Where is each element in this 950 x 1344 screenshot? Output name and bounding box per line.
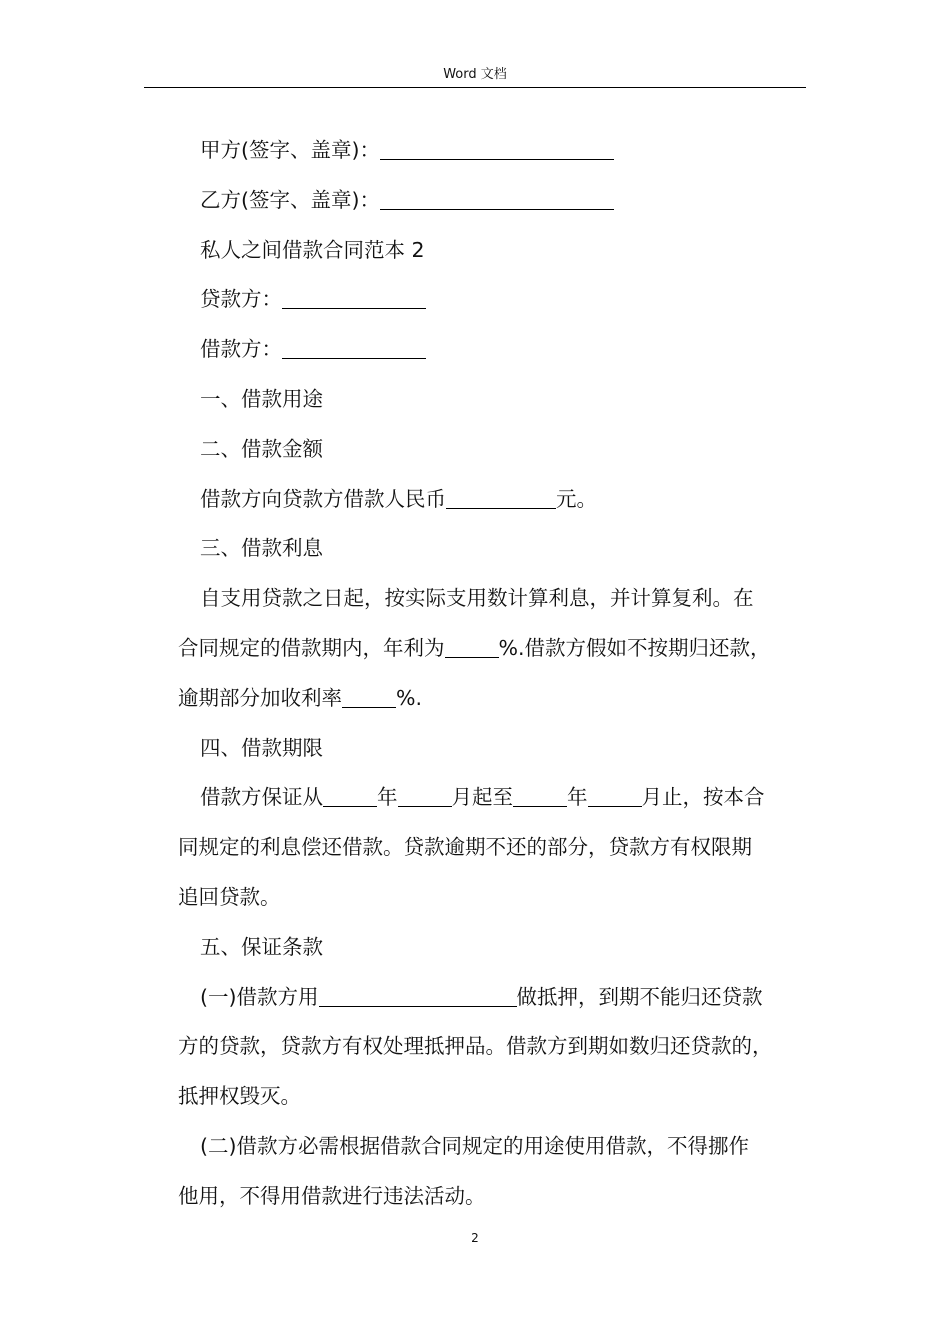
text-line bbox=[178, 973, 808, 1023]
text-line bbox=[178, 1072, 808, 1122]
text-run: 三、借款利息 bbox=[200, 536, 323, 561]
text-line bbox=[178, 624, 808, 674]
fill-in-blank bbox=[398, 784, 452, 807]
header-rule bbox=[144, 87, 806, 88]
text-run: 方的贷款，贷款方有权处理抵押品。借款方到期如数归还贷款的， bbox=[178, 1034, 773, 1059]
fill-in-blank bbox=[282, 336, 426, 359]
text-run: 年 bbox=[377, 785, 398, 810]
page-header: Word 文档 bbox=[443, 67, 507, 82]
fill-in-blank bbox=[342, 685, 396, 708]
text-run: 月止，按本合 bbox=[641, 785, 765, 810]
text-line bbox=[178, 226, 808, 276]
text-run: 他用，不得用借款进行违法活动。 bbox=[178, 1183, 486, 1208]
fill-in-blank bbox=[445, 635, 499, 658]
text-run: 逾期部分加收利率 bbox=[178, 685, 342, 710]
text-line bbox=[178, 325, 808, 375]
text-run: 乙方(签字、盖章)： bbox=[200, 187, 380, 212]
text-run: 甲方(签字、盖章)： bbox=[200, 138, 380, 162]
text-line bbox=[178, 375, 808, 425]
text-run: 追回贷款。 bbox=[178, 884, 281, 909]
text-line bbox=[178, 1172, 808, 1222]
text-line bbox=[178, 524, 808, 574]
text-run: 月起至 bbox=[451, 785, 513, 810]
text-line bbox=[178, 724, 808, 774]
text-run: (一)借款方用 bbox=[200, 984, 319, 1009]
document-body bbox=[178, 126, 808, 1222]
text-run: 做抵押，到期不能归还贷款 bbox=[516, 984, 763, 1009]
text-line bbox=[178, 574, 808, 624]
fill-in-blank bbox=[282, 286, 426, 309]
fill-in-blank bbox=[446, 486, 556, 509]
text-run: 借款方向贷款方借款人民币 bbox=[200, 486, 446, 511]
text-line bbox=[178, 823, 808, 873]
text-line bbox=[178, 873, 808, 923]
text-line bbox=[178, 1122, 808, 1172]
text-run: 四、借款期限 bbox=[200, 735, 323, 760]
fill-in-blank bbox=[588, 784, 642, 807]
text-line bbox=[178, 475, 808, 525]
fill-in-blank bbox=[323, 784, 377, 807]
text-run: 私人之间借款合同范本 2 bbox=[200, 237, 425, 262]
fill-in-blank bbox=[513, 784, 567, 807]
text-run: 同规定的利息偿还借款。贷款逾期不还的部分，贷款方有权限期 bbox=[178, 835, 752, 860]
text-run: 一、借款用途 bbox=[200, 386, 323, 411]
text-run: 二、借款金额 bbox=[200, 436, 323, 461]
fill-in-blank bbox=[380, 137, 614, 160]
fill-in-blank bbox=[380, 187, 614, 210]
page-number: 2 bbox=[471, 1231, 479, 1245]
text-run: 借款方： bbox=[200, 337, 282, 362]
text-line bbox=[178, 126, 808, 176]
text-run: %. bbox=[396, 685, 422, 710]
text-line bbox=[178, 773, 808, 823]
text-run: 五、保证条款 bbox=[200, 934, 323, 959]
text-run: 抵押权毁灭。 bbox=[178, 1084, 301, 1109]
text-line bbox=[178, 674, 808, 724]
text-line bbox=[178, 425, 808, 475]
text-run: 年 bbox=[567, 785, 588, 810]
text-line bbox=[178, 1022, 808, 1072]
text-run: 借款方保证从 bbox=[200, 785, 323, 810]
text-line bbox=[178, 176, 808, 226]
text-line bbox=[178, 275, 808, 325]
text-run: %.借款方假如不按期归还款， bbox=[498, 635, 771, 660]
text-line bbox=[178, 923, 808, 973]
fill-in-blank bbox=[319, 984, 517, 1007]
text-run: 贷款方： bbox=[200, 287, 282, 312]
text-run: 合同规定的借款期内，年利为 bbox=[178, 635, 445, 660]
text-run: 自支用贷款之日起，按实际支用数计算利息，并计算复利。在 bbox=[200, 586, 754, 611]
text-run: 元。 bbox=[556, 486, 597, 511]
text-run: (二)借款方必需根据借款合同规定的用途使用借款，不得挪作 bbox=[200, 1133, 749, 1158]
